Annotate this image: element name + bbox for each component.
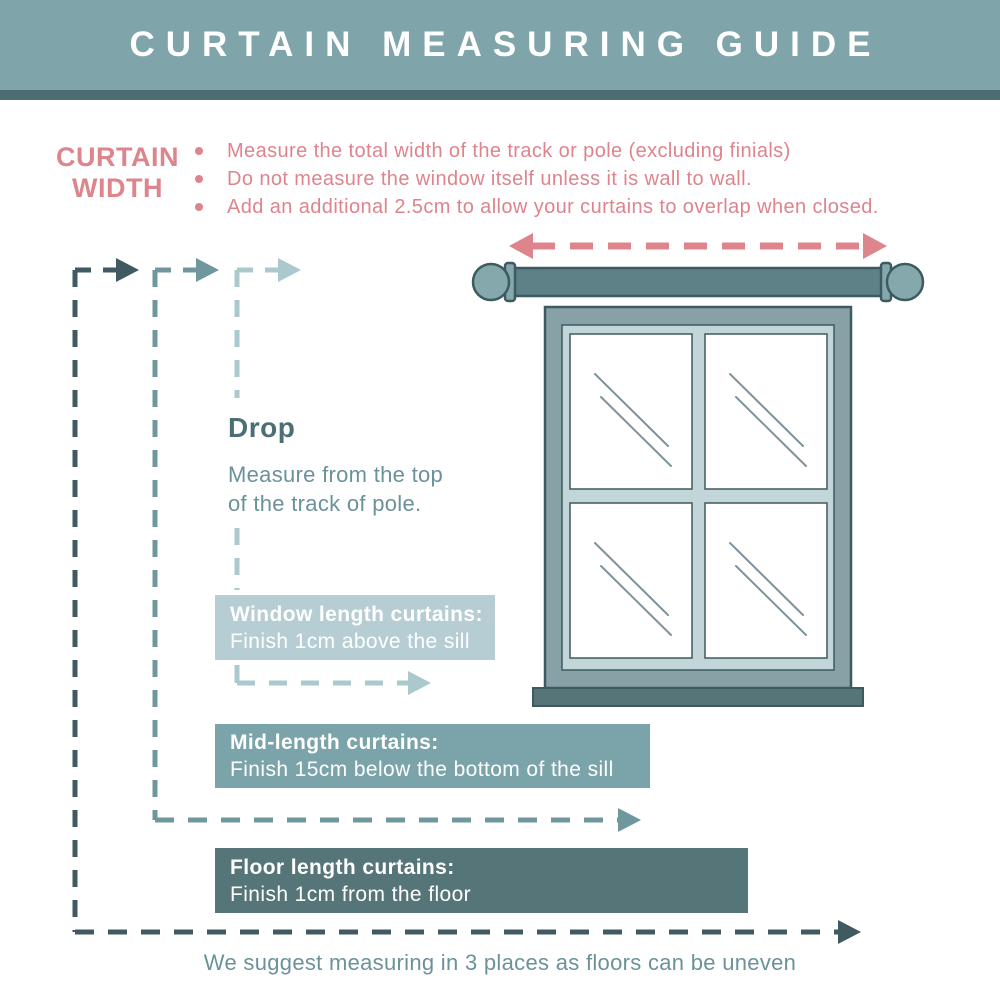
window-length-subtitle: Finish 1cm above the sill [230, 629, 470, 653]
bullet-text: Do not measure the window itself unless it is wall to wall. [227, 168, 752, 190]
mid-length-subtitle: Finish 15cm below the bottom of the sill [230, 758, 614, 781]
drop-description-line2: of the track of pole. [228, 491, 422, 516]
width-measure-arrow-icon [509, 233, 887, 259]
window-length-title: Window length curtains: [230, 602, 483, 626]
curtain-pole-illustration [473, 263, 923, 301]
drop-title: Drop [228, 412, 296, 443]
page-title: CURTAIN MEASURING GUIDE [129, 25, 882, 64]
bullet-text: Measure the total width of the track or pole (excluding finials) [227, 140, 791, 162]
window-sill [533, 688, 863, 706]
bullet-text: Add an additional 2.5cm to allow your curtains to overlap when closed. [227, 196, 879, 218]
curtain-width-label-line1: CURTAIN [56, 142, 179, 172]
drop-description-line1: Measure from the top [228, 462, 444, 487]
floor-length-title: Floor length curtains: [230, 855, 455, 879]
drop-line-window-icon [237, 258, 431, 695]
floor-length-subtitle: Finish 1cm from the floor [230, 882, 472, 906]
window-illustration [533, 307, 863, 706]
mid-length-title: Mid-length curtains: [230, 731, 439, 754]
curtain-width-label-line2: WIDTH [72, 173, 163, 203]
footer-note: We suggest measuring in 3 places as floors can be uneven [203, 950, 797, 975]
